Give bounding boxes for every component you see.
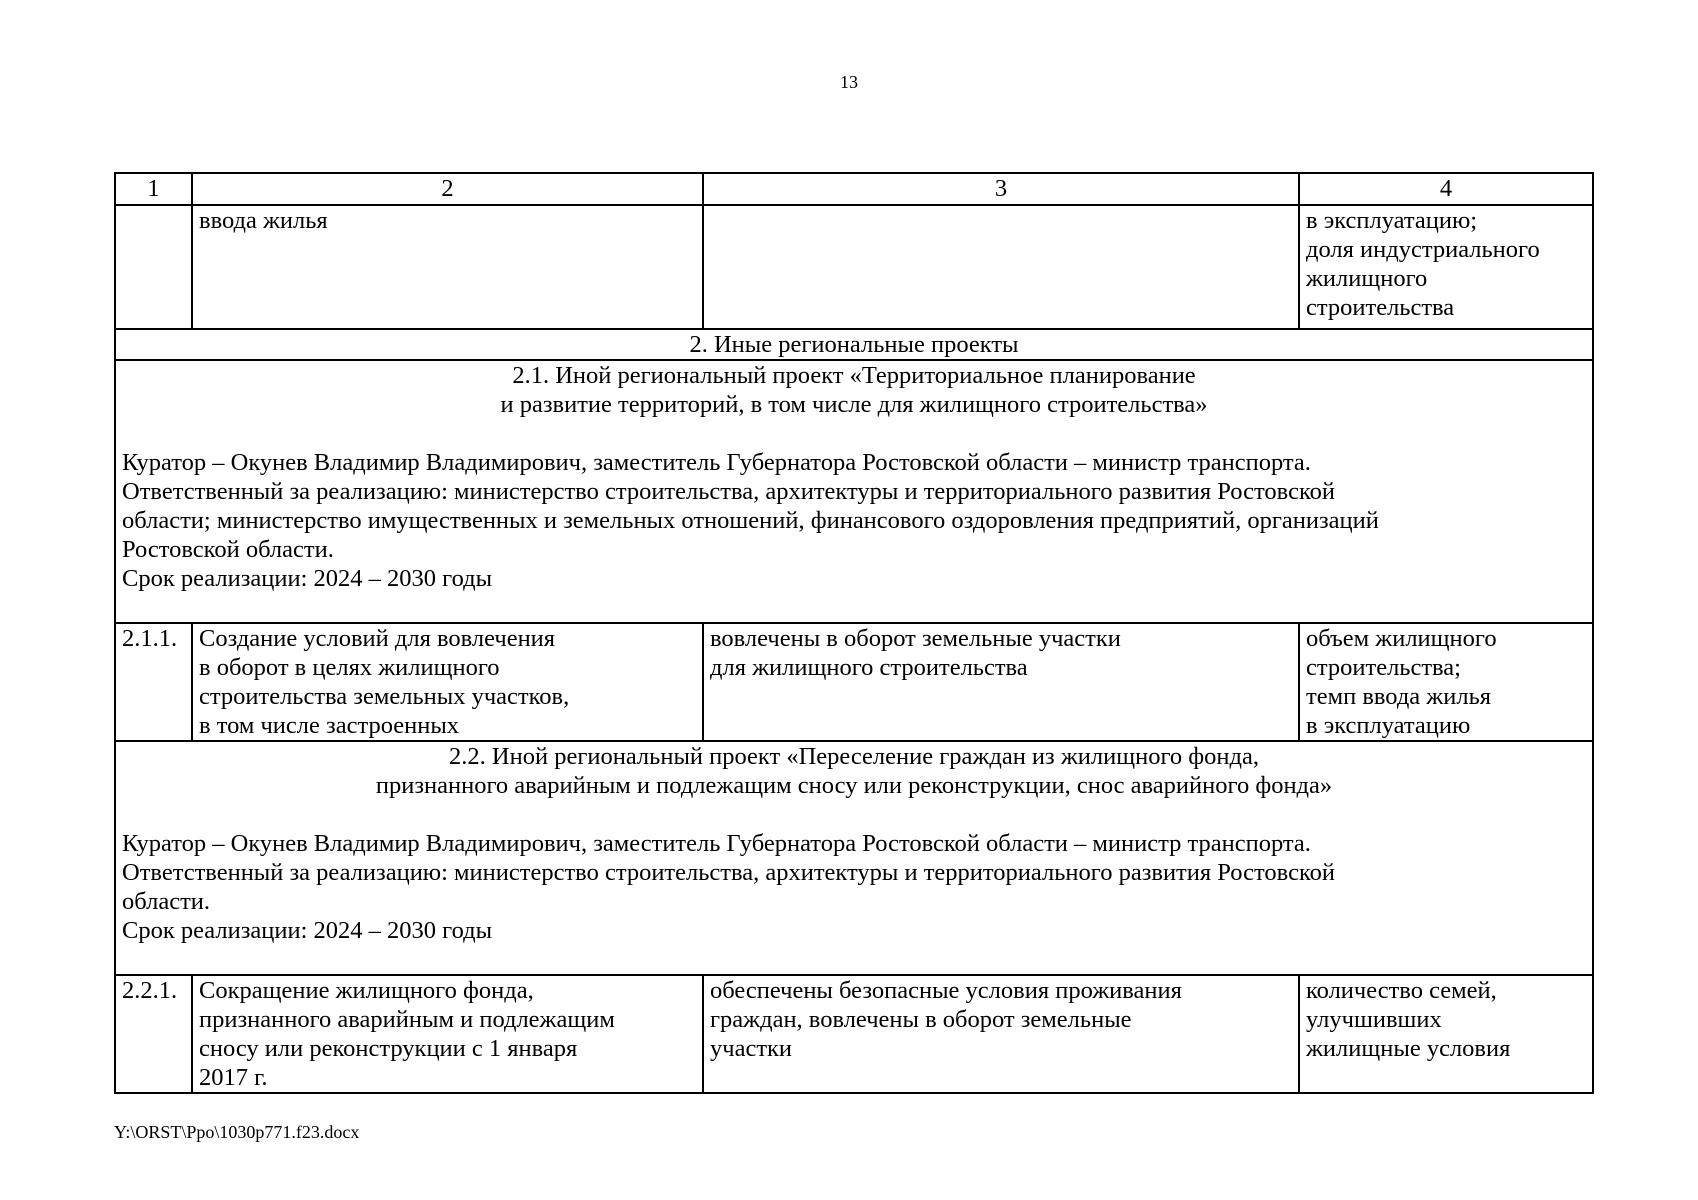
header-cell-4: 4 [1299,173,1593,205]
page-number: 13 [840,72,858,92]
project-cell-2-2 [115,741,1593,975]
row-description-cell: Сокращение жилищного фонда, признанного аварийным и подлежащим сносу или реконструкции с 1 января 2017 г. [192,975,703,1093]
row-result-cell [703,205,1299,329]
project-info-2-2: Куратор – Окунев Владимир Владимирович, заместитель Губернатора Ростовской области – министр транспорта. Ответственный за реализацию: министерство строительства, архитектуры и территориального развития Ростовской области. Срок реализации: 2024 – 2030 годы [122,830,1335,944]
project-title-2-2: 2.2. Иной региональный проект «Переселение граждан из жилищного фонда, признанного аварийным и подлежащим сносу или реконструкции, снос аварийного фонда» [375,743,1333,799]
header-cell-1: 1 [115,173,192,205]
row-description-cell: Создание условий для вовлечения в оборот в целях жилищного строительства земельных участков, в том числе застроенных [192,623,703,741]
project-title-2-1: 2.1. Иной региональный проект «Территориальное планирование и развитие территорий, в том числе для жилищного строительства» [500,362,1208,418]
row-indicator-cell: в эксплуатацию; доля индустриального жилищного строительства [1299,205,1593,329]
row-number-cell: 2.2.1. [115,975,192,1093]
row-result-cell: вовлечены в оборот земельные участки для жилищного строительства [703,623,1299,741]
row-result-cell: обеспечены безопасные условия проживания граждан, вовлечены в оборот земельные участки [703,975,1299,1093]
header-cell-2: 2 [192,173,703,205]
header-cell-3: 3 [703,173,1299,205]
project-row-2-1 [115,360,1593,623]
table-header-row [115,173,1593,205]
projects-table [114,172,1594,1094]
table-row [115,623,1593,741]
project-info-2-1: Куратор – Окунев Владимир Владимирович, заместитель Губернатора Ростовской области – министр транспорта. Ответственный за реализацию: министерство строительства, архитектуры и территориального развития Ростовской области; министерство имущественных и земельных отношений, финансового оздоровления предприятий, организаций Ростовской области. Срок реализации: 2024 – 2030 годы [122,449,1379,592]
section-title-row [115,329,1593,360]
project-row-2-2 [115,741,1593,975]
section-title: 2. Иные региональные проекты [115,329,1593,360]
table-row [115,975,1593,1093]
table-row [115,205,1593,329]
file-path-footer: Y:\ORST\Ppo\1030p771.f23.docx [114,1122,360,1142]
row-description-cell: ввода жилья [192,205,703,329]
row-number-cell [115,205,192,329]
row-indicator-cell: объем жилищного строительства; темп ввода жилья в эксплуатацию [1299,623,1593,741]
row-indicator-cell: количество семей, улучшивших жилищные условия [1299,975,1593,1093]
project-cell-2-1 [115,360,1593,623]
row-number-cell: 2.1.1. [115,623,192,741]
